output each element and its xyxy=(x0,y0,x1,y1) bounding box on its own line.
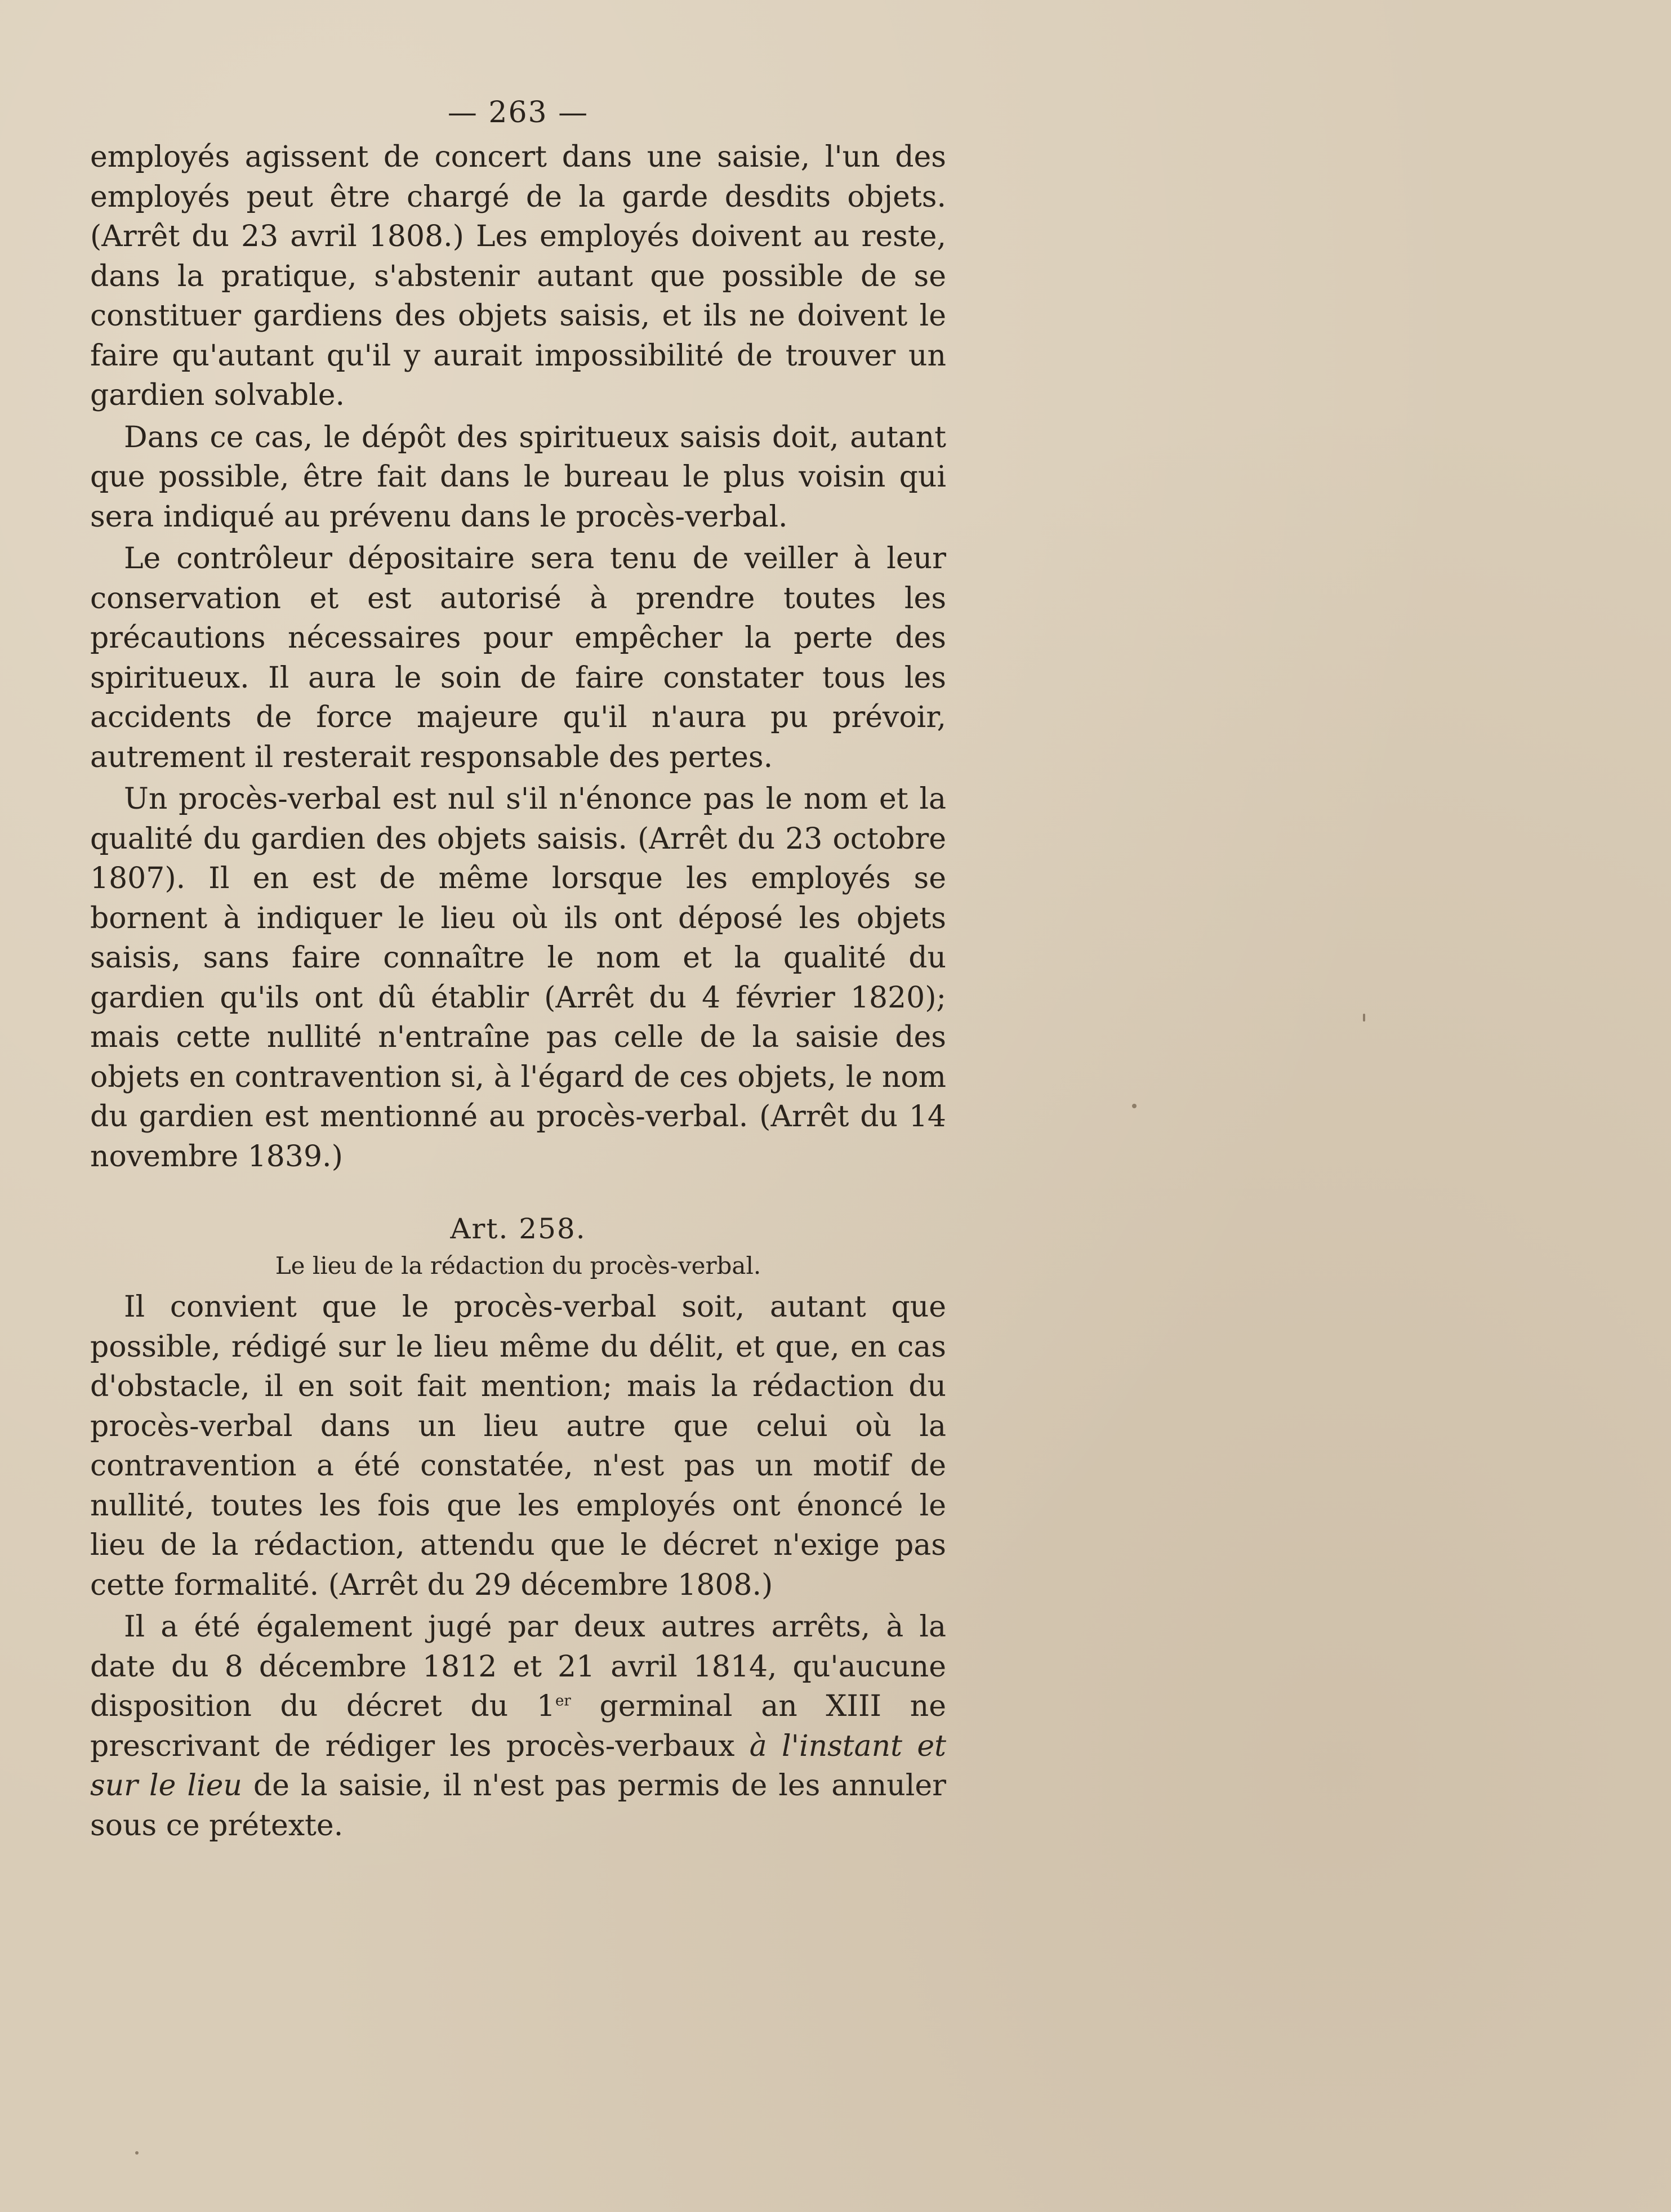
paragraph-controleur: Le contrôleur dépositaire sera tenu de veiller à leur conservation et est autorisé à prendre toutes les précautions nécessaires pour empêcher la perte des spiritueux. Il aura le soin de faire constater tous les accidents de force majeure qu'il n'aura pu prévoir, autrement il resterait responsable des pertes. xyxy=(90,542,946,774)
paragraph-continued: employés agissent de concert dans une saisie, l'un des employés peut être chargé de la garde desdits objets. (Arrêt du 23 avril 1808.) Les employés doivent au reste, dans la pratique, s'abstenir autant que possible de se constituer gardiens des objets saisis, et ils ne doivent le faire qu'autant qu'il y aurait impossibilité de trouver un gardien solvable. xyxy=(90,140,946,412)
paragraph-lieu-redaction: Il convient que le procès-verbal soit, autant que possible, rédigé sur le lieu même du délit, et que, en cas d'obstacle, il en soit fait mention; mais la rédaction du procès-verbal dans un lieu autre que celui où la contravention a été constatée, n'est pas un motif de nullité, toutes les fois que les employés ont énoncé le lieu de la rédaction, attendu que le décret n'exige pas cette formalité. (Arrêt du 29 décembre 1808.) xyxy=(90,1290,946,1602)
paper-speck xyxy=(135,2151,139,2155)
paragraph-arrets xyxy=(90,1607,946,1845)
paper-speck xyxy=(1132,1104,1137,1108)
arrets-text-3: de la saisie, il n'est pas permis de les annuler sous ce prétexte. xyxy=(90,1769,946,1843)
document-page xyxy=(90,96,946,1848)
article-heading: Art. 258. xyxy=(450,1212,586,1245)
arrets-text-1: Il a été également jugé par deux autres arrêts, à la date du 8 décembre 1812 et 21 avril 1814, qu'aucune disposition du décret du 1 xyxy=(90,1610,946,1723)
paper-speck xyxy=(1363,1014,1365,1022)
article-subtitle: Le lieu de la rédaction du procès-verbal. xyxy=(275,1252,761,1279)
page-number: — 263 — xyxy=(447,96,589,130)
arrets-text-2: germinal an XIII ne prescrivant de rédiger les procès-verbaux xyxy=(90,1689,946,1763)
paragraph-nullite: Un procès-verbal est nul s'il n'énonce pas le nom et la qualité du gardien des objets saisis. (Arrêt du 23 octobre 1807). Il en est de même lorsque les employés se bornent à indiquer le lieu où ils ont déposé les objets saisis, sans faire connaître le nom et la qualité du gardien qu'ils ont dû établir (Arrêt du 4 février 1820); mais cette nullité n'entraîne pas celle de la saisie des objets en contravention si, à l'égard de ces objets, le nom du gardien est mentionné au procès-verbal. (Arrêt du 14 novembre 1839.) xyxy=(90,782,946,1174)
paragraph-depot: Dans ce cas, le dépôt des spiritueux saisis doit, autant que possible, être fait dans le bureau le plus voisin qui sera indiqué au prévenu dans le procès-verbal. xyxy=(90,420,946,534)
ordinal-superscript: er xyxy=(555,1692,571,1710)
arrets-italic: à l'instant et sur le lieu xyxy=(90,1729,946,1803)
